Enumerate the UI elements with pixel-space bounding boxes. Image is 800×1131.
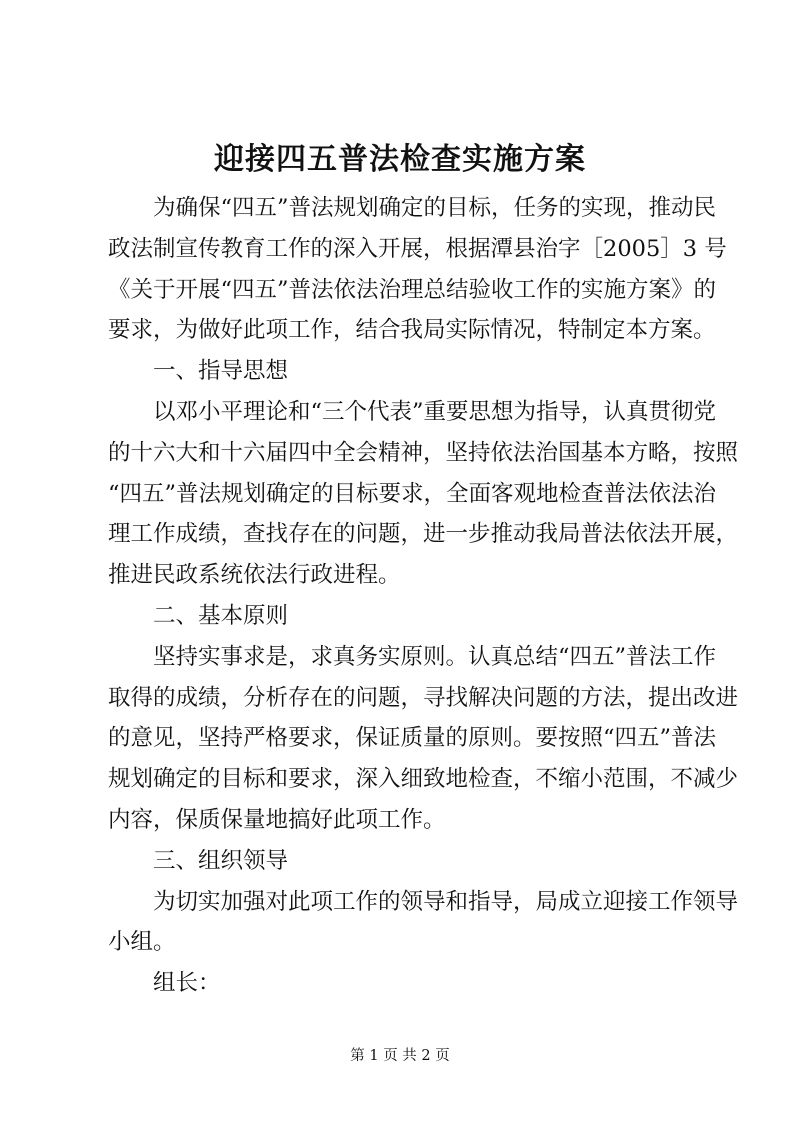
group-leader-label: 组长： [153,970,221,997]
intro-line: 为确保“四五”普法规划确定的目标，任务的实现，推动民 [153,195,717,221]
section-heading-organization: 三、组织领导 [153,847,289,874]
guiding-ideology-paragraph [108,392,739,596]
document-title: 迎接四五普法检查实施方案 [214,142,586,177]
paragraph-line: 的意见，坚持严格要求，保证质量的原则。要按照“四五”普法 [108,725,717,752]
paragraph-line: “四五”普法规划确定的目标要求，全面客观地检查普法依法治 [108,480,717,507]
paragraph-line: 规划确定的目标和要求，深入细致地检查，不缩小范围，不减少 [108,766,739,793]
section-heading-guiding-ideology: 一、指导思想 [153,358,289,385]
paragraph-line: 取得的成绩，分析存在的问题，寻找解决问题的方法，提出改进 [108,684,739,711]
paragraph-line: 的十六大和十六届四中全会精神，坚持依法治国基本方略，按照 [108,439,739,466]
intro-line: 《关于开展“四五”普法依法治理总结验收工作的实施方案》的 [108,276,717,303]
paragraph-line: 理工作成绩，查找存在的问题，进一步推动我局普法依法开展， [108,521,739,548]
paragraph-line: 小组。 [108,929,176,956]
intro-paragraph [108,188,727,351]
section-heading-basic-principles: 二、基本原则 [153,602,289,629]
paragraph-line: 内容，保质保量地搞好此项工作。 [108,806,446,833]
paragraph-line: 为切实加强对此项工作的领导和指导，局成立迎接工作领导 [153,888,739,915]
basic-principles-paragraph [108,637,739,841]
organization-paragraph [108,882,739,964]
document-body [108,188,739,1004]
paragraph-line: 以邓小平理论和“三个代表”重要思想为指导，认真贯彻党 [153,398,717,425]
paragraph-line: 坚持实事求是，求真务实原则。认真总结“四五”普法工作 [153,643,717,670]
paragraph-line: 推进民政系统依法行政进程。 [108,562,401,589]
page-footer: 第 1 页 共 2 页 [350,1048,450,1064]
intro-line: 政法制宣传教育工作的深入开展，根据潭县治字［2005］3 号 [108,235,727,262]
intro-line: 要求，为做好此项工作，结合我局实际情况，特制定本方案。 [108,317,716,344]
